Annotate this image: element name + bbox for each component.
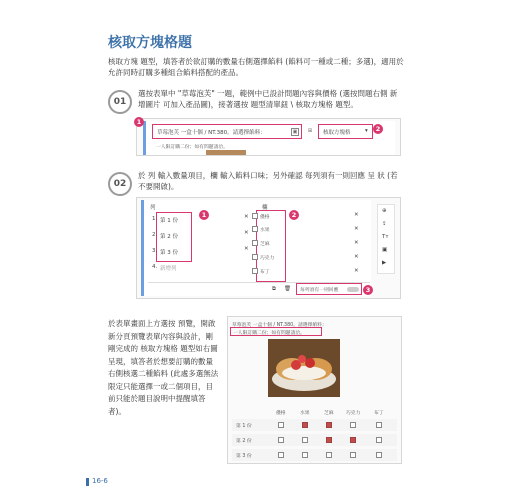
preview-row-label: 第 1 份 [236, 424, 252, 429]
type-label: 核取方塊格 [323, 130, 351, 136]
add-row-input[interactable]: 新增列 [160, 266, 177, 272]
question-text: 草莓泡芙 一盒十個 / NT.380。請選擇餡料： [157, 130, 266, 136]
preview-desc: 一人限訂購二份；如有問題請洽。 [233, 331, 305, 336]
step3-text: 於表單畫面上方選按 預覽，開啟新分頁預覽表單內容與設計，剛剛完成的 核取方塊格 題型如右圖呈現，填答者於想要訂購的數量右側核選二種餡料 (此處多選無法限定只能選擇一或二個項目，目前只能於題目說明中提醒填答者)。 [108, 319, 219, 416]
page-title: 核取方塊格題 [108, 35, 192, 51]
chevron-down-icon: ▾ [365, 128, 368, 134]
checkbox[interactable] [376, 437, 382, 443]
col-item[interactable]: 優格 [260, 215, 270, 220]
marker-2: 2 [373, 124, 383, 134]
checkbox[interactable] [302, 452, 308, 458]
cols-header: 欄 [262, 205, 268, 211]
preview-desc-box [230, 327, 322, 336]
page-number-bar [86, 478, 89, 486]
step2-text: 於 列 輸入數量項目，欄 輸入餡料口味；另外確認 每列須有一則回應 呈 狀 (若不要開啟)。 [138, 171, 398, 191]
preview-col: 布丁 [374, 411, 384, 416]
remove-icon[interactable]: ✕ [354, 240, 359, 246]
preview-row [232, 434, 397, 446]
question-desc: 一人限訂購二份；如有問題請洽。 [156, 145, 228, 150]
side-toolbar [377, 204, 395, 274]
checkbox[interactable] [278, 437, 284, 443]
image-icon[interactable]: ▣ [292, 129, 298, 135]
require-label: 每列須有一則回應 [300, 288, 339, 293]
checkbox[interactable] [278, 452, 284, 458]
row-item[interactable]: 第 2 份 [160, 234, 178, 240]
cream-puff-image [268, 339, 340, 397]
row-item[interactable]: 第 3 份 [160, 250, 178, 256]
checkbox-checked[interactable] [326, 422, 332, 428]
preview-row [232, 419, 397, 431]
col-item[interactable]: 布丁 [260, 270, 270, 275]
preview-row-label: 第 3 份 [236, 454, 252, 459]
remove-icon[interactable]: ✕ [244, 246, 249, 252]
question-card [143, 121, 395, 155]
question-title-box[interactable] [152, 124, 302, 139]
checkbox[interactable] [278, 422, 284, 428]
type-dropdown[interactable] [318, 124, 373, 139]
copy-icon[interactable]: ⧉ [272, 286, 276, 292]
rows-header: 列 [150, 205, 156, 211]
checkbox[interactable] [376, 452, 382, 458]
checkbox[interactable] [326, 452, 332, 458]
preview-row-label: 第 2 份 [236, 439, 252, 444]
remove-icon[interactable]: ✕ [244, 214, 249, 220]
preview-row [232, 449, 397, 461]
preview-col: 優格 [276, 411, 286, 416]
preview-col: 芝麻 [324, 411, 334, 416]
preview-col: 水果 [300, 411, 310, 416]
step-badge-02: 02 [108, 172, 132, 196]
grid-icon: ⊞ [307, 128, 313, 134]
col-item[interactable]: 水果 [260, 228, 270, 233]
add-icon[interactable]: ⊕ [382, 208, 387, 214]
marker-3: 3 [363, 285, 373, 295]
checkbox[interactable] [376, 422, 382, 428]
grid-editor: 列 欄 1. 第 1 份 2. 第 2 份 3. 第 3 份 4. 新增列 ✕ ✕ ✕ 優格 水果 芝麻 巧克力 布丁 ✕ ✕ ✕ ✕ ✕ ⧉ 🗑 每列須有一則回應 [141, 200, 371, 296]
marker-1: 1 [134, 117, 144, 127]
col-item[interactable]: 芝麻 [260, 242, 270, 247]
preview-image-strip [206, 150, 246, 155]
remove-icon[interactable]: ✕ [354, 268, 359, 274]
remove-icon[interactable]: ✕ [354, 254, 359, 260]
text-icon[interactable]: Tт [382, 234, 389, 240]
checkbox-checked[interactable] [302, 422, 308, 428]
step1-screenshot [136, 118, 401, 156]
checkbox-checked[interactable] [326, 437, 332, 443]
checkbox[interactable] [350, 422, 356, 428]
import-icon[interactable]: ⇪ [382, 221, 387, 227]
remove-icon[interactable]: ✕ [244, 230, 249, 236]
require-toggle-box[interactable] [296, 283, 362, 295]
intro-paragraph: 核取方塊 題型，填答者於欲訂購的數量右側選擇餡料 (餡料可一種或二種；多選)，適用於允許同時訂購多種組合餡料搭配的產品。 [108, 57, 404, 77]
preview-question: 草莓泡芙 一盒十個 / NT.380。請選擇餡料： [232, 323, 327, 328]
checkbox[interactable] [350, 452, 356, 458]
remove-icon[interactable]: ✕ [354, 226, 359, 232]
remove-icon[interactable]: ✕ [354, 212, 359, 218]
toggle-switch[interactable] [347, 287, 359, 292]
row-item[interactable]: 第 1 份 [160, 218, 178, 224]
col-item[interactable]: 巧克力 [260, 256, 275, 261]
step-badge-01: 01 [108, 90, 132, 114]
marker-1: 1 [199, 210, 209, 220]
page-number: 16-6 [92, 477, 108, 485]
step1-text: 選按表單中 "草莓泡芙" 一題，範例中已設計問題內容與價格 (選按問題右側 新增圖片 可加入產品圖)，接著選按 題型清單鈕 \ 核取方塊格 題型。 [138, 89, 398, 109]
video-icon[interactable]: ▶ [382, 260, 387, 266]
checkbox[interactable] [302, 437, 308, 443]
step3-screenshot [227, 316, 402, 464]
preview-col: 巧克力 [346, 411, 361, 416]
step2-screenshot [136, 197, 401, 299]
checkbox-checked[interactable] [350, 437, 356, 443]
image-icon[interactable]: ▣ [382, 247, 388, 253]
trash-icon[interactable]: 🗑 [284, 286, 291, 292]
marker-2: 2 [289, 210, 299, 220]
